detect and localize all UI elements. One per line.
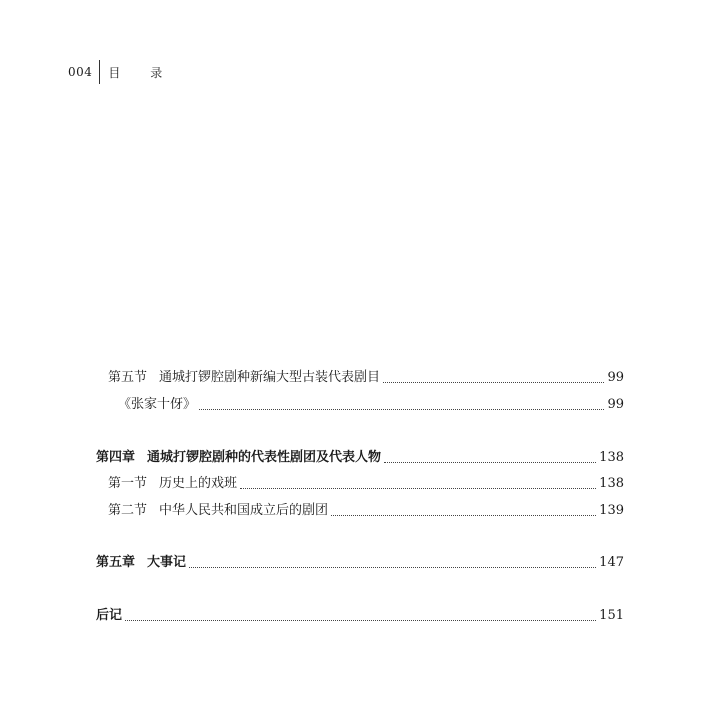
toc-entry[interactable] — [108, 368, 624, 388]
toc-entry[interactable] — [96, 606, 624, 626]
toc-entry[interactable] — [96, 553, 624, 573]
toc-entry[interactable] — [96, 448, 624, 468]
toc-entry-page: 147 — [599, 555, 624, 570]
toc-entry-title: 中华人民共和国成立后的剧团 — [159, 503, 329, 518]
dot-leader — [189, 567, 596, 568]
toc-entry-label — [96, 448, 381, 468]
toc-entry-page: 151 — [599, 608, 624, 623]
toc-entry-number: 第五节 — [108, 370, 148, 385]
toc-entry-number: 第一节 — [108, 476, 148, 491]
toc-entry-title: 大事记 — [147, 555, 187, 570]
toc-entry-title: 《张家十伢》 — [118, 397, 197, 412]
toc-entry[interactable] — [108, 474, 624, 494]
toc-entry[interactable] — [108, 501, 624, 521]
toc-entry-title: 通城打锣腔剧种的代表性剧团及代表人物 — [147, 450, 382, 465]
header-divider — [99, 60, 100, 84]
toc-entry-number: 第四章 — [96, 450, 136, 465]
dot-leader — [125, 620, 596, 621]
toc-entry-label — [108, 501, 328, 521]
toc-entry-page: 99 — [607, 397, 624, 412]
dot-leader — [383, 382, 604, 383]
toc-entry-number: 第二节 — [108, 503, 148, 518]
toc-entry-label — [96, 606, 122, 626]
toc-entry-page: 139 — [599, 503, 624, 518]
dot-leader — [199, 409, 604, 410]
toc-entry-page: 138 — [599, 450, 624, 465]
toc-entry[interactable] — [108, 395, 624, 415]
dot-leader — [240, 488, 596, 489]
toc-entry-label — [118, 395, 196, 415]
toc-entry-label — [108, 474, 237, 494]
toc-entry-title: 后记 — [96, 608, 123, 623]
dot-leader — [331, 515, 596, 516]
toc-entry-page: 138 — [599, 476, 624, 491]
toc-entry-label — [96, 553, 186, 573]
toc-entry-title: 历史上的戏班 — [159, 476, 238, 491]
toc-entry-number: 第五章 — [96, 555, 136, 570]
toc-entry-title: 通城打锣腔剧种新编大型古装代表剧目 — [159, 370, 381, 385]
toc-entry-page: 99 — [607, 370, 624, 385]
toc-entry-label — [108, 368, 380, 388]
page-number: 004 — [68, 65, 93, 79]
page-header — [68, 62, 175, 82]
running-title: 目 录 — [108, 65, 176, 80]
dot-leader — [384, 462, 596, 463]
